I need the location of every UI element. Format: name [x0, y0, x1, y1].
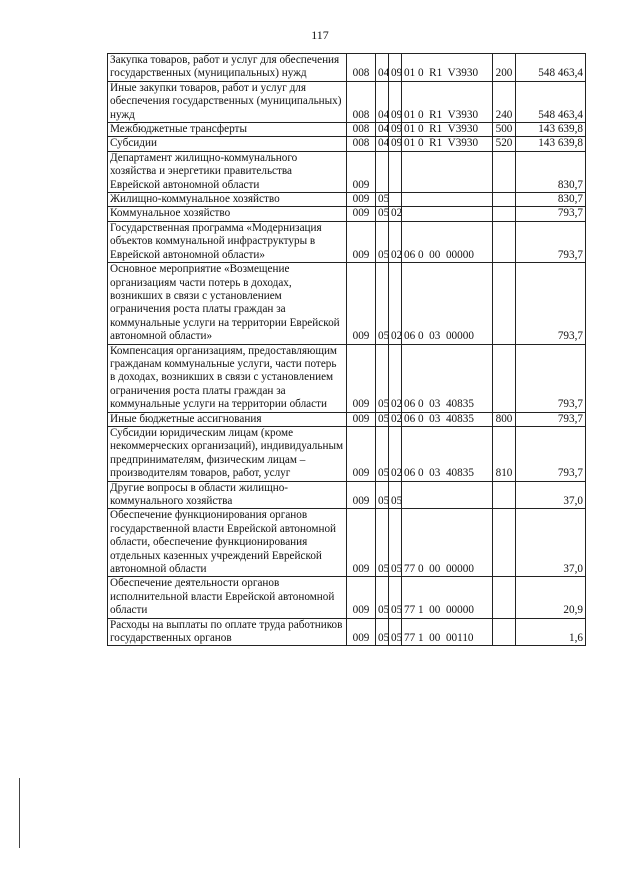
row-vr: 240: [493, 81, 516, 122]
row-pr: 05: [389, 481, 402, 509]
table-row: [108, 81, 586, 122]
row-pr: 09: [389, 123, 402, 137]
row-sum: 20,9: [516, 577, 586, 618]
row-sum: 830,7: [516, 151, 586, 192]
row-gr: 009: [347, 207, 376, 221]
row-csr: [402, 151, 493, 192]
row-rz: 05: [376, 426, 389, 481]
row-rz: 04: [376, 137, 389, 151]
row-sum: 548 463,4: [516, 81, 586, 122]
row-name: Субсидии юридическим лицам (кроме некоммерческих организаций), индивидуальным предпринимателям, физическим лицам – производителям товаров, работ, услуг: [108, 426, 347, 481]
table-row: [108, 577, 586, 618]
budget-table: [107, 53, 586, 646]
row-csr: [402, 193, 493, 207]
row-rz: 05: [376, 577, 389, 618]
row-rz: 04: [376, 123, 389, 137]
row-sum: 143 639,8: [516, 137, 586, 151]
row-rz: 05: [376, 481, 389, 509]
table-row: [108, 344, 586, 412]
row-csr: 06 0 03 40835: [402, 344, 493, 412]
row-gr: 009: [347, 618, 376, 646]
row-pr: 02: [389, 426, 402, 481]
row-csr: 06 0 00 00000: [402, 221, 493, 262]
row-pr: 02: [389, 412, 402, 426]
row-pr: 09: [389, 137, 402, 151]
row-rz: 04: [376, 81, 389, 122]
row-gr: 009: [347, 151, 376, 192]
row-gr: 009: [347, 263, 376, 344]
row-gr: 009: [347, 344, 376, 412]
row-rz: 05: [376, 263, 389, 344]
table-row: [108, 221, 586, 262]
row-gr: 009: [347, 509, 376, 577]
row-rz: 05: [376, 412, 389, 426]
row-vr: [493, 151, 516, 192]
row-pr: 05: [389, 509, 402, 577]
table-row: [108, 207, 586, 221]
row-vr: [493, 193, 516, 207]
row-gr: 009: [347, 577, 376, 618]
row-vr: [493, 344, 516, 412]
row-pr: 09: [389, 54, 402, 82]
table-row: [108, 426, 586, 481]
row-name: Расходы на выплаты по оплате труда работников государственных органов: [108, 618, 347, 646]
row-rz: 04: [376, 54, 389, 82]
margin-line: [19, 778, 20, 848]
row-sum: 37,0: [516, 481, 586, 509]
row-vr: 500: [493, 123, 516, 137]
row-gr: 009: [347, 412, 376, 426]
row-csr: 01 0 R1 V3930: [402, 54, 493, 82]
row-sum: 793,7: [516, 207, 586, 221]
row-gr: 009: [347, 221, 376, 262]
row-sum: 793,7: [516, 263, 586, 344]
row-name: Обеспечение деятельности органов исполнительной власти Еврейской автономной области: [108, 577, 347, 618]
row-name: Субсидии: [108, 137, 347, 151]
row-csr: 77 0 00 00000: [402, 509, 493, 577]
row-rz: 05: [376, 618, 389, 646]
row-vr: [493, 618, 516, 646]
row-csr: 06 0 03 00000: [402, 263, 493, 344]
row-sum: 830,7: [516, 193, 586, 207]
page-number: 117: [311, 28, 329, 42]
row-gr: 009: [347, 481, 376, 509]
row-csr: 06 0 03 40835: [402, 426, 493, 481]
table-row: [108, 412, 586, 426]
row-name: Другие вопросы в области жилищно-коммунального хозяйства: [108, 481, 347, 509]
row-vr: [493, 263, 516, 344]
row-vr: [493, 481, 516, 509]
row-sum: 548 463,4: [516, 54, 586, 82]
row-sum: 37,0: [516, 509, 586, 577]
row-gr: 008: [347, 81, 376, 122]
row-pr: 02: [389, 221, 402, 262]
row-name: Межбюджетные трансферты: [108, 123, 347, 137]
row-gr: 008: [347, 123, 376, 137]
row-pr: 02: [389, 207, 402, 221]
table-row: [108, 263, 586, 344]
table-row: [108, 151, 586, 192]
row-vr: [493, 207, 516, 221]
row-pr: 02: [389, 263, 402, 344]
row-gr: 008: [347, 54, 376, 82]
row-sum: 793,7: [516, 412, 586, 426]
row-pr: [389, 151, 402, 192]
row-csr: 77 1 00 00000: [402, 577, 493, 618]
row-vr: 200: [493, 54, 516, 82]
row-rz: 05: [376, 207, 389, 221]
row-rz: 05: [376, 193, 389, 207]
row-name: Основное мероприятие «Возмещение организациям части потерь в доходах, возникших в связи с установлением ограничения роста платы граждан за коммунальные услуги на территории Еврейской автономной области»: [108, 263, 347, 344]
row-sum: 143 639,8: [516, 123, 586, 137]
row-pr: 05: [389, 618, 402, 646]
row-name: Иные бюджетные ассигнования: [108, 412, 347, 426]
row-name: Закупка товаров, работ и услуг для обеспечения государственных (муниципальных) нужд: [108, 54, 347, 82]
row-rz: [376, 151, 389, 192]
row-gr: 008: [347, 137, 376, 151]
row-csr: 01 0 R1 V3930: [402, 123, 493, 137]
table-row: [108, 123, 586, 137]
row-csr: 77 1 00 00110: [402, 618, 493, 646]
row-name: Иные закупки товаров, работ и услуг для обеспечения государственных (муниципальных) нужд: [108, 81, 347, 122]
row-gr: 009: [347, 193, 376, 207]
row-name: Государственная программа «Модернизация объектов коммунальной инфраструктуры в Еврейской автономной области»: [108, 221, 347, 262]
row-vr: [493, 577, 516, 618]
row-csr: 01 0 R1 V3930: [402, 81, 493, 122]
row-name: Обеспечение функционирования органов государственной власти Еврейской автономной области, обеспечение функционирования отдельных казенных учреждений Еврейской автономной области: [108, 509, 347, 577]
row-rz: 05: [376, 344, 389, 412]
row-vr: 810: [493, 426, 516, 481]
row-name: Жилищно-коммунальное хозяйство: [108, 193, 347, 207]
row-name: Департамент жилищно-коммунального хозяйства и энергетики правительства Еврейской автономной области: [108, 151, 347, 192]
row-rz: 05: [376, 221, 389, 262]
row-csr: [402, 207, 493, 221]
row-csr: [402, 481, 493, 509]
table-body: [108, 54, 586, 646]
row-vr: 800: [493, 412, 516, 426]
row-rz: 05: [376, 509, 389, 577]
row-name: Компенсация организациям, предоставляющим гражданам коммунальные услуги, части потерь в доходах, возникших в связи с установлением ограничения роста платы граждан за коммунальные услуги на территории области: [108, 344, 347, 412]
table-row: [108, 54, 586, 82]
row-sum: 793,7: [516, 344, 586, 412]
row-vr: 520: [493, 137, 516, 151]
table-row: [108, 137, 586, 151]
table-row: [108, 481, 586, 509]
row-pr: [389, 193, 402, 207]
row-pr: 02: [389, 344, 402, 412]
row-sum: 793,7: [516, 221, 586, 262]
row-name: Коммунальное хозяйство: [108, 207, 347, 221]
row-pr: 09: [389, 81, 402, 122]
row-sum: 1,6: [516, 618, 586, 646]
table-row: [108, 509, 586, 577]
row-pr: 05: [389, 577, 402, 618]
row-vr: [493, 509, 516, 577]
row-csr: 01 0 R1 V3930: [402, 137, 493, 151]
row-vr: [493, 221, 516, 262]
row-csr: 06 0 03 40835: [402, 412, 493, 426]
table-row: [108, 618, 586, 646]
row-sum: 793,7: [516, 426, 586, 481]
row-gr: 009: [347, 426, 376, 481]
table-row: [108, 193, 586, 207]
